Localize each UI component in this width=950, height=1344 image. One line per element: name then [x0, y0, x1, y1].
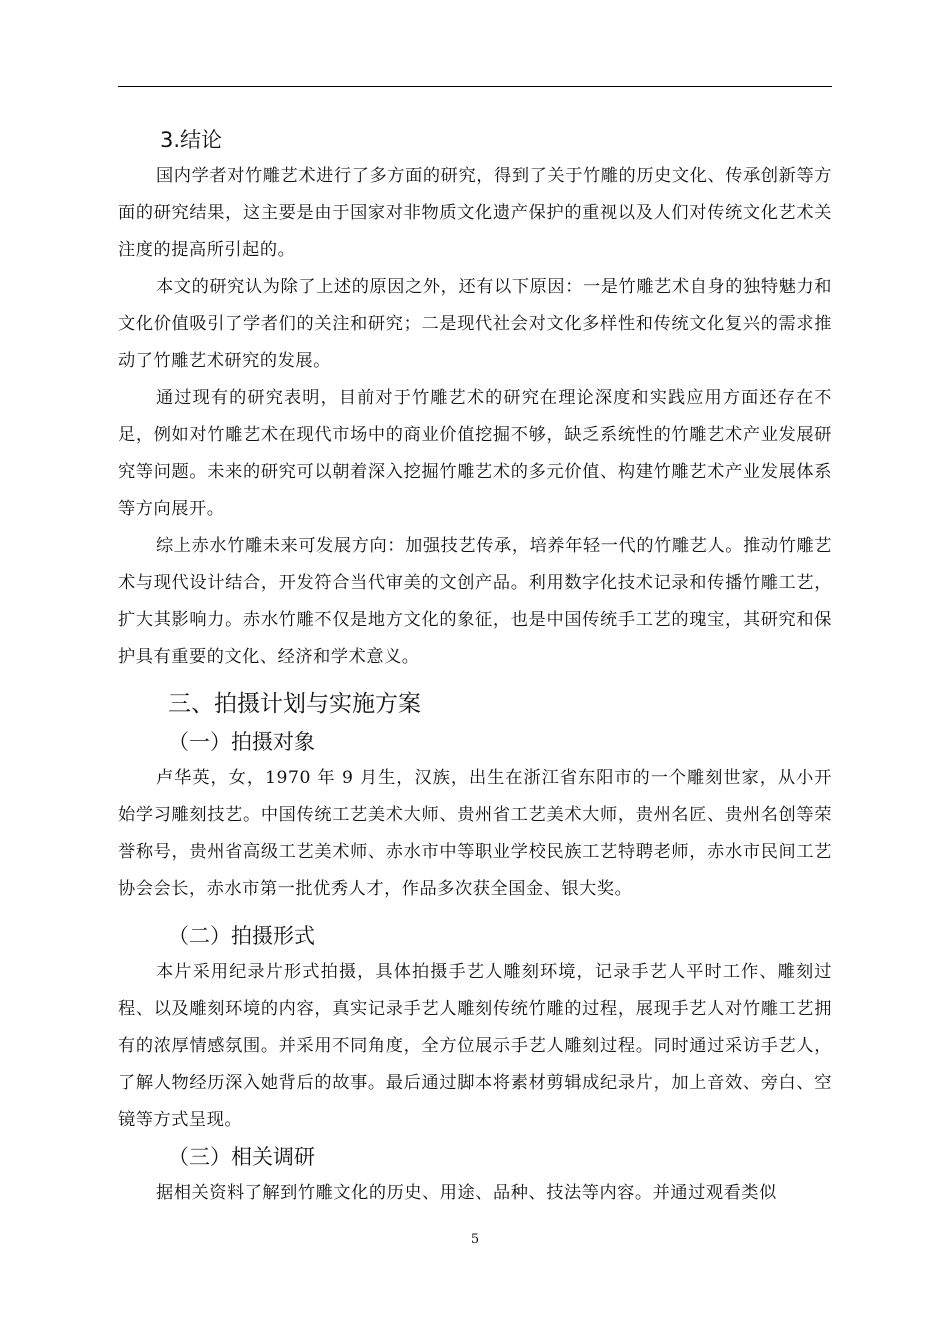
conclusion-paragraph-2: 本文的研究认为除了上述的原因之外，还有以下原因：一是竹雕艺术自身的独特魅力和文化价值吸引了学者们的关注和研究；二是现代社会对文化多样性和传统文化复兴的需求推动了竹雕艺术研究的发展。 — [118, 277, 832, 371]
form-paragraph: 本片采用纪录片形式拍摄，具体拍摄手艺人雕刻环境，记录手艺人平时工作、雕刻过程、以及雕刻环境的内容，真实记录手艺人雕刻传统竹雕的过程，展现手艺人对竹雕工艺拥有的浓厚情感氛围。并采用不同角度，全方位展示手艺人雕刻过程。同时通过采访手艺人，了解人物经历深入她背后的故事。最后通过脚本将素材剪辑成纪录片，加上音效、旁白、空镜等方式呈现。 — [118, 962, 832, 1130]
page-number: 5 — [470, 1232, 480, 1247]
plan-heading: 三、拍摄计划与实施方案 — [168, 691, 421, 717]
conclusion-heading: 3.结论 — [160, 128, 223, 152]
header-rule — [118, 86, 832, 87]
page-body — [118, 122, 832, 1212]
form-heading: （二）拍摄形式 — [168, 924, 315, 948]
conclusion-paragraph-3: 通过现有的研究表明，目前对于竹雕艺术的研究在理论深度和实践应用方面还存在不足，例如对竹雕艺术在现代市场中的商业价值挖掘不够，缺乏系统性的竹雕艺术产业发展研究等问题。未来的研究可以朝着深入挖掘竹雕艺术的多元价值、构建竹雕艺术产业发展体系等方向展开。 — [118, 388, 832, 519]
research-paragraph: 据相关资料了解到竹雕文化的历史、用途、品种、技法等内容。并通过观看类似 — [156, 1183, 777, 1203]
subject-paragraph: 卢华英，女，1970 年 9 月生，汉族，出生在浙江省东阳市的一个雕刻世家，从小开始学习雕刻技艺。中国传统工艺美术大师、贵州省工艺美术大师，贵州名匠、贵州名创等荣誉称号，贵州省高级工艺美术师、赤水市中等职业学校民族工艺特聘老师，赤水市民间工艺协会会长，赤水市第一批优秀人才，作品多次获全国金、银大奖。 — [118, 768, 832, 899]
conclusion-paragraph-1: 国内学者对竹雕艺术进行了多方面的研究，得到了关于竹雕的历史文化、传承创新等方面的研究结果，这主要是由于国家对非物质文化遗产保护的重视以及人们对传统文化艺术关注度的提高所引起的。 — [118, 166, 832, 260]
subject-heading: （一）拍摄对象 — [168, 730, 315, 754]
conclusion-paragraph-4: 综上赤水竹雕未来可发展方向：加强技艺传承，培养年轻一代的竹雕艺人。推动竹雕艺术与现代设计结合，开发符合当代审美的文创产品。利用数字化技术记录和传播竹雕工艺，扩大其影响力。赤水竹雕不仅是地方文化的象征，也是中国传统手工艺的瑰宝，其研究和保护具有重要的文化、经济和学术意义。 — [118, 536, 832, 667]
research-heading: （三）相关调研 — [168, 1145, 315, 1169]
